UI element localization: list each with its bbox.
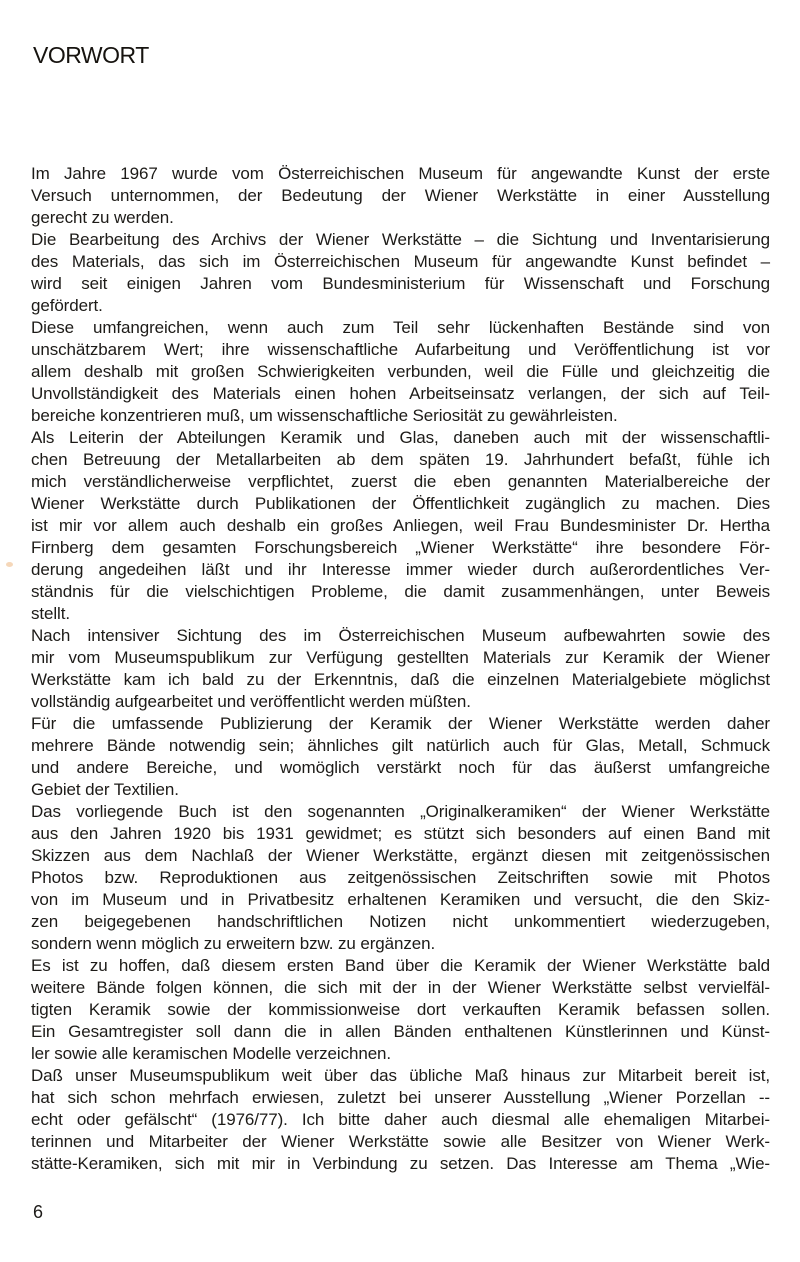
paragraph [31,955,770,1065]
text-line: Firnberg dem gesamten Forschungsbereich „Wiener Werkstätte“ ihre besondere För- [31,538,770,557]
text-line: Werkstätte kam ich bald zu der Erkenntnis, daß die einzelnen Materialgebiete möglichst [31,670,770,689]
text-line: Diese umfangreichen, wenn auch zum Teil sehr lückenhaften Bestände sind von [31,318,770,337]
text-line: Als Leiterin der Abteilungen Keramik und Glas, daneben auch mit der wissenschaftli- [31,428,770,447]
paragraph [31,625,770,713]
text-line: sondern wenn möglich zu erweitern bzw. zu ergänzen. [31,934,436,953]
text-line: Für die umfassende Publizierung der Keramik der Wiener Werkstätte werden daher [31,714,770,733]
text-line: ständnis für die vielschichtigen Probleme, die damit zusammenhängen, unter Beweis [31,582,770,601]
text-line: mich verständlicherweise verpflichtet, zuerst die eben genannten Materialbereiche der [31,472,770,491]
text-line: gefördert. [31,296,103,315]
text-line: gerecht zu werden. [31,208,174,227]
page-title: VORWORT [33,42,149,68]
text-line: chen Betreuung der Metallarbeiten ab dem späten 19. Jahrhundert befaßt, fühle ich [31,450,770,469]
text-line: mehrere Bände notwendig sein; ähnliches gilt natürlich auch für Glas, Metall, Schmuck [31,736,770,755]
scan-artifact-speck [6,562,13,567]
text-line: vollständig aufgearbeitet und veröffentlicht werden müßten. [31,692,471,711]
paragraph [31,713,770,801]
text-line: Im Jahre 1967 wurde vom Österreichischen Museum für angewandte Kunst der erste [31,164,770,183]
page-number: 6 [33,1202,44,1222]
text-line: des Materials, das sich im Österreichischen Museum für angewandte Kunst befindet – [31,252,770,271]
text-line: Photos bzw. Reproduktionen aus zeitgenössischen Zeitschriften sowie mit Photos [31,868,770,887]
text-line: Die Bearbeitung des Archivs der Wiener Werkstätte – die Sichtung und Inventarisierung [31,230,770,249]
text-line: Skizzen aus dem Nachlaß der Wiener Werkstätte, ergänzt diesen mit zeitgenössischen [31,846,770,865]
text-line: ist mir vor allem auch deshalb ein großes Anliegen, weil Frau Bundesminister Dr. Hertha [31,516,770,535]
text-line: Das vorliegende Buch ist den sogenannten „Originalkeramiken“ der Wiener Werkstätte [31,802,770,821]
text-line: derung angedeihen läßt und ihr Interesse immer wieder durch außerordentliches Ver- [31,560,770,579]
paragraph [31,1065,770,1175]
text-line: Wiener Werkstätte durch Publikationen der Öffentlichkeit zugänglich zu machen. Dies [31,494,770,513]
text-line: echt oder gefälscht“ (1976/77). Ich bitte daher auch diesmal alle ehemaligen Mitarbei- [31,1110,770,1129]
text-line: ler sowie alle keramischen Modelle verzeichnen. [31,1044,392,1063]
text-line: Gebiet der Textilien. [31,780,179,799]
text-line: Ein Gesamtregister soll dann die in allen Bänden enthaltenen Künstlerinnen und Künst- [31,1022,770,1041]
text-line: terinnen und Mitarbeiter der Wiener Werkstätte sowie alle Besitzer von Wiener Werk- [31,1132,770,1151]
text-line: hat sich schon mehrfach erwiesen, zuletzt bei unserer Ausstellung „Wiener Porzellan -- [31,1088,770,1107]
text-line: mir vom Museumspublikum zur Verfügung gestellten Materials zur Keramik der Wiener [31,648,770,667]
text-line: unschätzbarem Wert; ihre wissenschaftliche Aufarbeitung und Veröffentlichung ist vor [31,340,770,359]
text-line: Es ist zu hoffen, daß diesem ersten Band über die Keramik der Wiener Werkstätte bald [31,956,770,975]
paragraph [31,163,770,229]
text-line: zen beigegebenen handschriftlichen Notizen nicht unkommentiert wiederzugeben, [31,912,770,931]
text-line: wird seit einigen Jahren vom Bundesministerium für Wissenschaft und Forschung [31,274,770,293]
paragraph [31,229,770,317]
text-line: von im Museum und in Privatbesitz erhaltenen Keramiken und versucht, die den Skiz- [31,890,770,909]
text-line: allem deshalb mit großen Schwierigkeiten verbunden, weil die Fülle und gleichzeitig die [31,362,770,381]
text-line: und andere Bereiche, und womöglich verstärkt noch für das äußerst umfangreiche [31,758,770,777]
text-line: Unvollständigkeit des Materials einen hohen Arbeitseinsatz verlangen, der sich auf Teil- [31,384,770,403]
text-line: Nach intensiver Sichtung des im Österreichischen Museum aufbewahrten sowie des [31,626,770,645]
text-line: stellt. [31,604,70,623]
text-line: bereiche konzentrieren muß, um wissenschaftliche Seriosität zu gewährleisten. [31,406,618,425]
paragraph [31,427,770,625]
text-line: tigten Keramik sowie der kommissionweise dort verkauften Keramik befassen sollen. [31,1000,770,1019]
text-line: aus den Jahren 1920 bis 1931 gewidmet; es stützt sich besonders auf einen Band mit [31,824,770,843]
text-line: stätte-Keramiken, sich mit mir in Verbindung zu setzen. Das Interesse am Thema „Wie- [31,1154,770,1173]
preface-text [31,163,770,1175]
paragraph [31,801,770,955]
text-line: Daß unser Museumspublikum weit über das übliche Maß hinaus zur Mitarbeit bereit ist, [31,1066,770,1085]
paragraph [31,317,770,427]
text-line: weitere Bände folgen können, die sich mit der in der Wiener Werkstätte selbst vervielfäl- [31,978,770,997]
text-line: Versuch unternommen, der Bedeutung der Wiener Werkstätte in einer Ausstellung [31,186,770,205]
